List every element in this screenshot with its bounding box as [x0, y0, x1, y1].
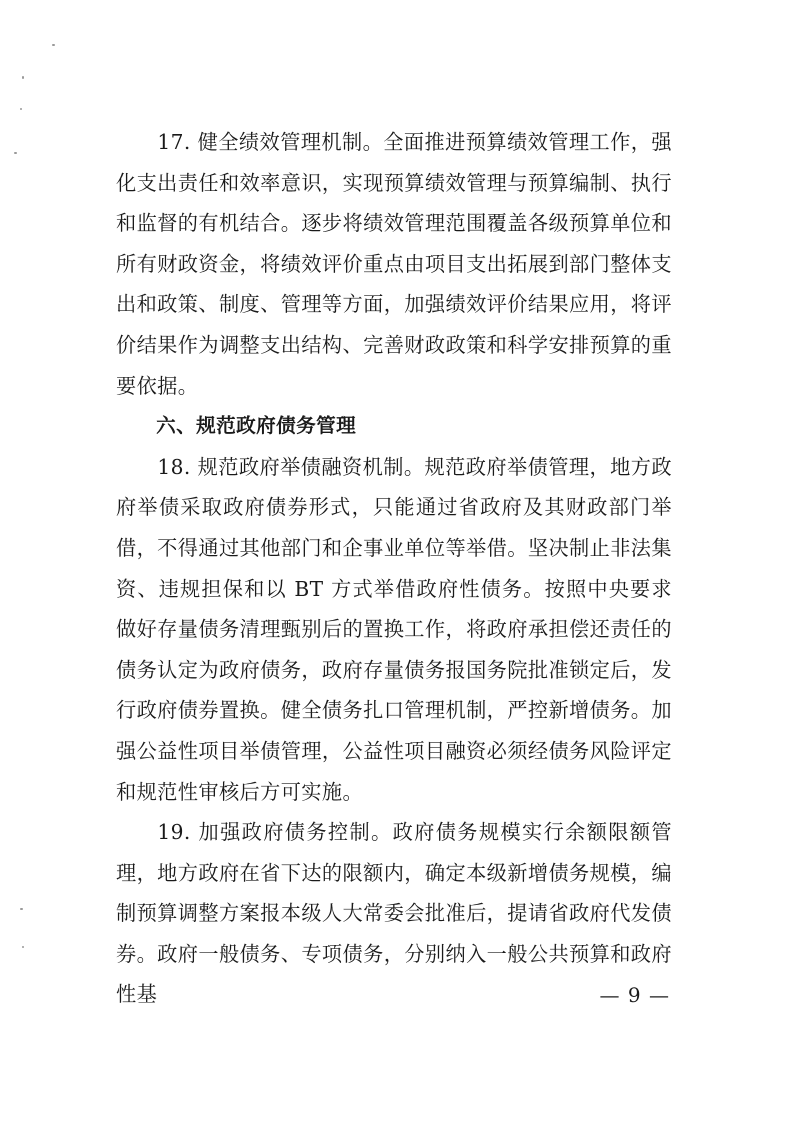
scan-speck	[22, 946, 24, 948]
section-heading: 六、规范政府债务管理	[156, 414, 357, 438]
paragraph-18: 18. 规范政府举债融资机制。规范政府举债管理，地方政府举债采取政府债券形式，只能通过省政府及其财政部门举借，不得通过其他部门和企事业单位等举借。坚决制止非法集资、违规担保和以 BT 方式举借政府性债务。按照中央要求做好存量债务清理甄别后的置换工作，将政府承担偿还责任的债务认定为政府债务，政府存量债务报国务院批准锁定后，发行政府债券置换。健全债务扎口管理机制，严控新增债务。加强公益性项目举债管理，公益性项目融资必须经债务风险评定和规范性审核后方可实施。	[116, 454, 672, 804]
scan-speck	[20, 108, 22, 110]
scan-speck	[14, 152, 17, 154]
page-number: — 9 —	[599, 983, 670, 1007]
paragraph-17: 17. 健全绩效管理机制。全面推进预算绩效管理工作，强化支出责任和效率意识，实现预算绩效管理与预算编制、执行和监督的有机结合。逐步将绩效管理范围覆盖各级预算单位和所有财政资金，将绩效评价重点由项目支出拓展到部门整体支出和政策、制度、管理等方面，加强绩效评价结果应用，将评价结果作为调整支出结构、完善财政政策和科学安排预算的重要依据。	[116, 130, 672, 398]
scan-speck	[22, 76, 24, 79]
paragraph-19: 19. 加强政府债务控制。政府债务规模实行余额限额管理，地方政府在省下达的限额内，确定本级新增债务规模，编制预算调整方案报本级人大常委会批准后，提请省政府代发债券。政府一般债务、专项债务，分别纳入一般公共预算和政府性基	[116, 820, 672, 1007]
scan-speck	[20, 908, 23, 910]
scan-speck	[52, 44, 55, 46]
document-body	[116, 122, 672, 1015]
